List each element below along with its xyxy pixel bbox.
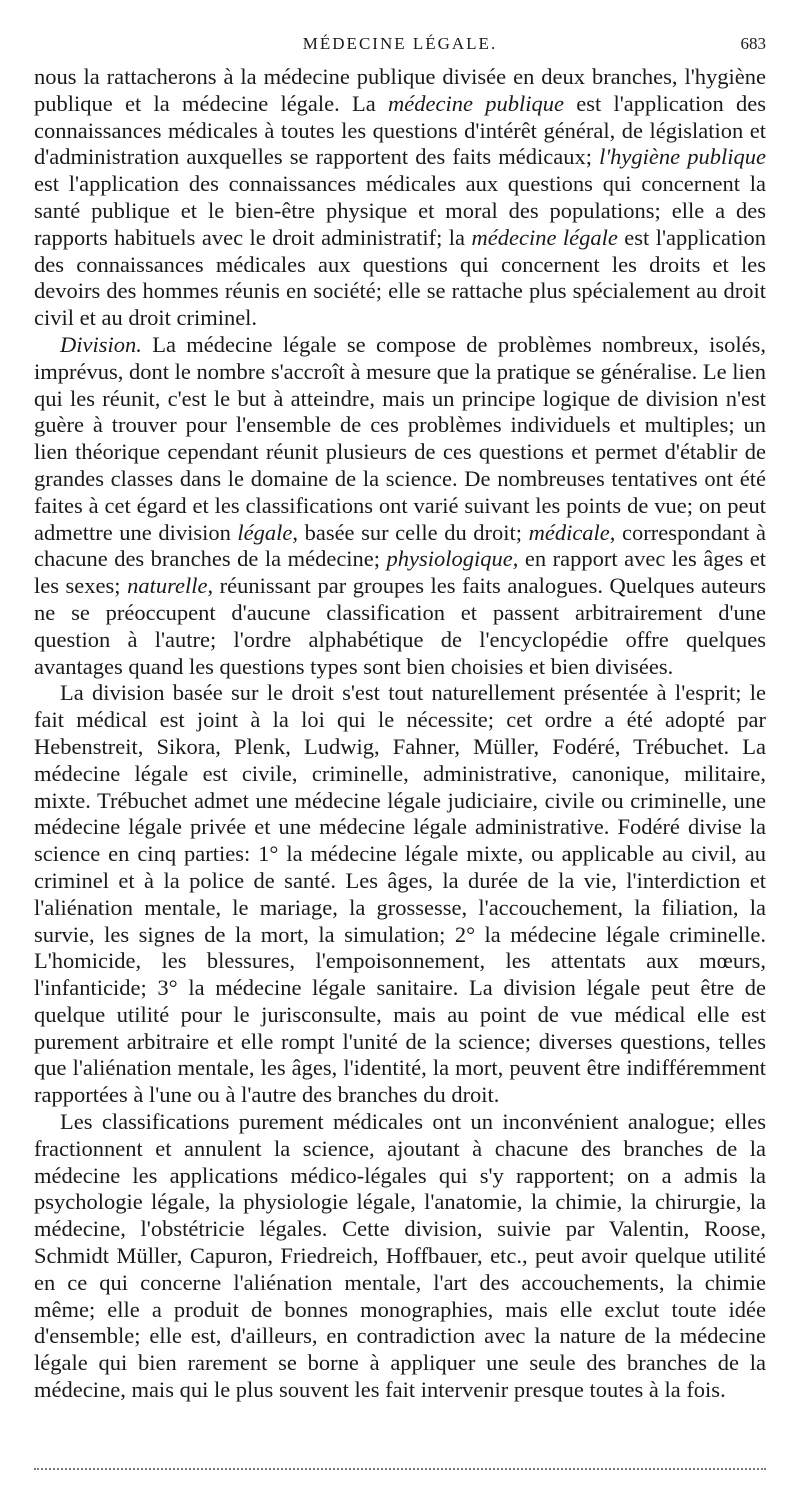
paragraph-1-text-c: est l'application des connaissances médicales aux questions qui concernent la santé publique et le bien-être physique et moral des populations; elle a des rapports habituels avec le droit administratif; la [34, 171, 766, 250]
paragraph-2-text-a: La médecine légale se compose de problèmes nombreux, isolés, imprévus, dont le nombre s'accroît à mesure que la pratique se généralise. Le lien qui les réunit, c'est le but à atteindre, mais un principe logique de division n'est guère à trouver pour l'ensemble de ces problèmes individuels et multiples; un lien théorique cependant réunit plusieurs de ces questions et permet d'établir de grandes classes dans le domaine de la science. De nombreuses tentatives ont été faites à cet égard et les classifications ont varié suivant les points de vue; on peut admettre une division [34, 331, 766, 545]
paragraph-2-text-d: , en rapport avec les âges et les sexes; [34, 546, 766, 599]
term-legale: légale [237, 519, 293, 545]
footer-dotted-rule [34, 1468, 766, 1470]
running-head-title: MÉDECINE LÉGALE. [302, 34, 498, 53]
term-hygiene-publique: l'hygiène publique [599, 144, 766, 170]
body-text [34, 64, 766, 1404]
paragraph-2-text-b: , basée sur celle du droit; [292, 519, 529, 545]
page-number: 683 [740, 34, 766, 53]
term-naturelle: naturelle [127, 573, 208, 599]
paragraph-1-text-a: nous la rattacherons à la médecine publique divisée en deux branches, l'hygiène publique et la médecine légale. La [34, 64, 766, 116]
paragraph-1-text-b: est l'application des connaissances médicales à toutes les questions d'intérêt général, de législation et d'administration auxquelles se rapportent des faits médicaux; [34, 90, 767, 170]
running-head [0, 30, 800, 58]
term-medecine-legale: médecine légale [471, 224, 618, 250]
paragraph-2 [34, 332, 766, 680]
term-medecine-publique: médecine publique [388, 90, 564, 116]
paragraph-2-text-e: , réunissant par groupes les faits analogues. Quelques auteurs ne se préoccupent d'aucune classification et passent arbitrairement d'une question à l'autre; l'ordre alphabétique de l'encyclopédie offre quelques avantages quand les questions types sont bien choisies et bien divisées. [34, 573, 766, 679]
term-physiologique: physiologique [386, 546, 513, 572]
paragraph-1-text-d: est l'application des connaissances médicales aux questions qui concernent les droits et les devoirs des hommes réunis en société; elle se rattache plus spécialement au droit civil et au droit criminel. [34, 224, 767, 331]
paragraph-3: La division basée sur le droit s'est tout naturellement présentée à l'esprit; le fait médical est joint à la loi qui le nécessite; cet ordre a été adopté par Hebenstreit, Sikora, Plenk, Ludwig, Fahner, Müller, Fodéré, Trébuchet. La médecine légale est civile, criminelle, administrative, canonique, militaire, mixte. Trébuchet admet une médecine légale judiciaire, civile ou criminelle, une médecine légale privée et une médecine légale administrative. Fodéré divise la science en cinq parties: 1° la médecine légale mixte, ou applicable au civil, au criminel et à la police de santé. Les âges, la durée de la vie, l'interdiction et l'aliénation mentale, le mariage, la grossesse, l'accouchement, la filiation, la survie, les signes de la mort, la simulation; 2° la médecine légale criminelle. L'homicide, les blessures, l'empoisonnement, les attentats aux mœurs, l'infanticide; 3° la médecine légale sanitaire. La division légale peut être de quelque utilité pour le jurisconsulte, mais au point de vue médical elle est purement arbitraire et elle rompt l'unité de la science; diverses questions, telles que l'aliénation mentale, les âges, l'identité, la mort, peuvent être indifféremment rapportées à l'une ou à l'autre des branches du droit. [34, 680, 766, 1108]
section-heading-division: Division. [60, 331, 142, 357]
paragraph-1 [34, 64, 766, 332]
paragraph-2-text-c: , correspondant à chacune des branches de la médecine; [34, 519, 766, 572]
paragraph-4: Les classifications purement médicales ont un inconvénient analogue; elles fractionnent et annulent la science, ajoutant à chacune des branches de la médecine les applications médico-légales qui s'y rapportent; on a admis la psychologie légale, la physiologie légale, l'anatomie, la chimie, la chirurgie, la médecine, l'obstétricie légales. Cette division, suivie par Valentin, Roose, Schmidt Müller, Capuron, Friedreich, Hoffbauer, etc., peut avoir quelque utilité en ce qui concerne l'aliénation mentale, l'art des accouchements, la chimie même; elle a produit de bonnes monographies, mais elle exclut toute idée d'ensemble; elle est, d'ailleurs, en contradiction avec la nature de la médecine légale qui bien rarement se borne à appliquer une seule des branches de la médecine, mais qui le plus souvent les fait intervenir presque toutes à la fois. [34, 1109, 766, 1403]
term-medicale: médicale [528, 519, 610, 545]
